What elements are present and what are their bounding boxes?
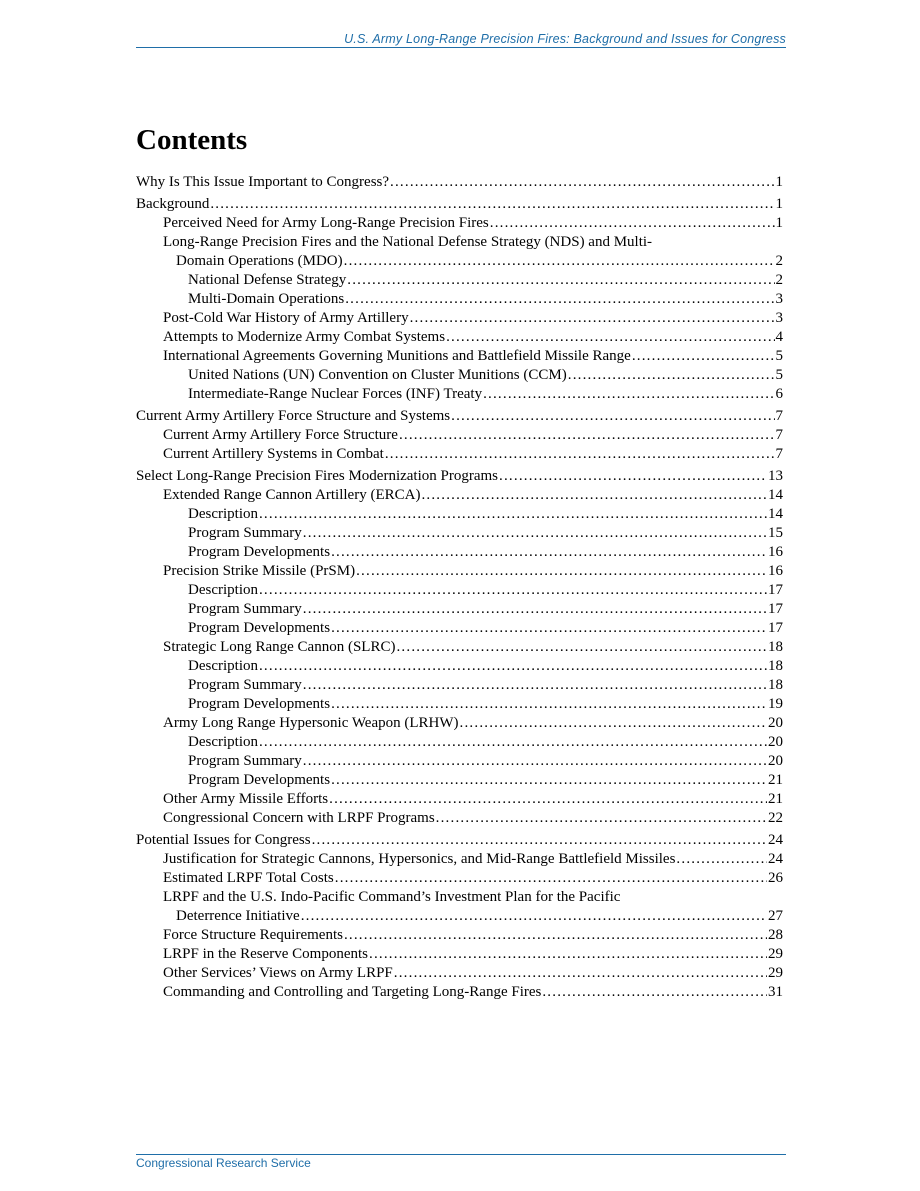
toc-entry[interactable]	[136, 328, 783, 347]
toc-entry[interactable]	[136, 543, 783, 562]
dot-leader	[312, 831, 767, 850]
dot-leader	[331, 619, 767, 638]
running-header-title: U.S. Army Long-Range Precision Fires: Background and Issues for Congress	[344, 32, 786, 46]
toc-page-number: 20	[768, 715, 783, 731]
toc-entry-title: Potential Issues for Congress	[136, 832, 311, 848]
toc-entry[interactable]	[136, 945, 783, 964]
toc-page-number: 20	[768, 753, 783, 769]
toc-entry[interactable]	[136, 524, 783, 543]
toc-page-number: 18	[768, 639, 783, 655]
toc-entry[interactable]	[136, 385, 783, 404]
dot-leader	[369, 945, 767, 964]
toc-entry[interactable]	[136, 771, 783, 790]
toc-entry[interactable]	[136, 366, 783, 385]
toc-entry[interactable]	[136, 752, 783, 771]
toc-entry[interactable]	[136, 831, 783, 850]
toc-entry-title: Description	[188, 734, 258, 750]
toc-page-number: 22	[768, 810, 783, 826]
toc-page-number: 31	[768, 984, 783, 1000]
toc-entry-title: LRPF and the U.S. Indo-Pacific Command’s Investment Plan for the Pacific	[163, 889, 621, 905]
dot-leader	[344, 926, 767, 945]
toc-page-number: 29	[768, 946, 783, 962]
toc-entry[interactable]	[136, 926, 783, 945]
table-of-contents	[136, 173, 783, 1002]
toc-entry[interactable]	[136, 426, 783, 445]
dot-leader	[303, 600, 767, 619]
toc-entry-title: Perceived Need for Army Long-Range Precision Fires	[163, 215, 489, 231]
toc-entry[interactable]	[136, 486, 783, 505]
dot-leader	[259, 581, 767, 600]
toc-entry[interactable]	[136, 888, 783, 926]
toc-entry[interactable]	[136, 407, 783, 426]
toc-entry[interactable]	[136, 695, 783, 714]
toc-entry-title: Army Long Range Hypersonic Weapon (LRHW)	[163, 715, 459, 731]
toc-entry-title: Program Developments	[188, 772, 331, 788]
toc-entry-title: Program Summary	[188, 753, 302, 769]
dot-leader	[259, 733, 767, 752]
toc-entry[interactable]	[136, 733, 783, 752]
toc-entry[interactable]	[136, 505, 783, 524]
toc-page-number: 19	[768, 696, 783, 712]
toc-entry-title: Multi-Domain Operations	[188, 291, 345, 307]
toc-entry[interactable]	[136, 214, 783, 233]
toc-page-number: 29	[768, 965, 783, 981]
dot-leader	[331, 771, 767, 790]
toc-entry-title: Select Long-Range Precision Fires Modernization Programs	[136, 468, 499, 484]
toc-entry-title: Program Summary	[188, 525, 302, 541]
dot-leader	[399, 426, 775, 445]
dot-leader	[335, 869, 767, 888]
toc-entry[interactable]	[136, 290, 783, 309]
toc-entry[interactable]	[136, 809, 783, 828]
dot-leader	[394, 964, 767, 983]
toc-page-number: 18	[768, 677, 783, 693]
toc-entry[interactable]	[136, 676, 783, 695]
dot-leader	[259, 657, 767, 676]
toc-entry[interactable]	[136, 562, 783, 581]
toc-page-number: 2	[775, 272, 783, 288]
toc-entry[interactable]	[136, 309, 783, 328]
toc-entry-title: Other Services’ Views on Army LRPF	[163, 965, 393, 981]
toc-entry-title: Description	[188, 506, 258, 522]
toc-entry[interactable]	[136, 347, 783, 366]
dot-leader	[390, 173, 774, 192]
dot-leader	[331, 543, 767, 562]
toc-page-number: 21	[768, 772, 783, 788]
dot-leader	[303, 676, 767, 695]
toc-page-number: 20	[768, 734, 783, 750]
toc-page-number: 1	[775, 215, 783, 231]
footer-source: Congressional Research Service	[136, 1156, 311, 1170]
toc-entry[interactable]	[136, 600, 783, 619]
toc-entry[interactable]	[136, 467, 783, 486]
toc-entry[interactable]	[136, 271, 783, 290]
dot-leader	[301, 907, 767, 926]
toc-entry[interactable]	[136, 445, 783, 464]
toc-entry[interactable]	[136, 983, 783, 1002]
toc-page-number: 3	[775, 310, 783, 326]
toc-page-number: 21	[768, 791, 783, 807]
dot-leader	[331, 695, 767, 714]
dot-leader	[460, 714, 767, 733]
dot-leader	[436, 809, 767, 828]
dot-leader	[490, 214, 775, 233]
toc-page-number: 16	[768, 563, 783, 579]
dot-leader	[345, 290, 774, 309]
toc-entry-title: Program Summary	[188, 601, 302, 617]
toc-entry-title: Program Developments	[188, 544, 331, 560]
toc-entry-title: Estimated LRPF Total Costs	[163, 870, 334, 886]
toc-page-number: 7	[775, 408, 783, 424]
dot-leader	[542, 983, 767, 1002]
dot-leader	[499, 467, 767, 486]
toc-page-number: 5	[775, 348, 783, 364]
toc-entry-title: Description	[188, 582, 258, 598]
dot-leader	[632, 347, 775, 366]
dot-leader	[303, 524, 767, 543]
toc-page-number: 1	[775, 174, 783, 190]
toc-page-number: 24	[768, 851, 783, 867]
toc-entry[interactable]	[136, 964, 783, 983]
toc-entry-title: Current Army Artillery Force Structure and Systems	[136, 408, 451, 424]
dot-leader	[483, 385, 774, 404]
toc-entry[interactable]	[136, 619, 783, 638]
toc-entry-title: Congressional Concern with LRPF Programs	[163, 810, 435, 826]
toc-page-number: 13	[768, 468, 783, 484]
toc-page-number: 17	[768, 601, 783, 617]
toc-entry[interactable]	[136, 195, 783, 214]
toc-entry-title: Extended Range Cannon Artillery (ERCA)	[163, 487, 421, 503]
toc-entry-title: International Agreements Governing Munitions and Battlefield Missile Range	[163, 348, 631, 364]
toc-page-number: 16	[768, 544, 783, 560]
toc-page-number: 4	[775, 329, 783, 345]
toc-entry[interactable]	[136, 173, 783, 192]
toc-entry[interactable]	[136, 869, 783, 888]
page-title: Contents	[136, 124, 248, 156]
toc-entry-title: Post-Cold War History of Army Artillery	[163, 310, 409, 326]
toc-entry[interactable]	[136, 714, 783, 733]
toc-page-number: 7	[775, 427, 783, 443]
dot-leader	[410, 309, 775, 328]
toc-page-number: 24	[768, 832, 783, 848]
toc-entry-title: Program Developments	[188, 620, 331, 636]
toc-page-number: 15	[768, 525, 783, 541]
toc-entry[interactable]	[136, 581, 783, 600]
dot-leader	[210, 195, 774, 214]
toc-entry-title: Description	[188, 658, 258, 674]
toc-entry-title: Intermediate-Range Nuclear Forces (INF) Treaty	[188, 386, 483, 402]
toc-page-number: 1	[775, 196, 783, 212]
toc-entry-title: Force Structure Requirements	[163, 927, 343, 943]
toc-page-number: 6	[775, 386, 783, 402]
toc-page-number: 2	[775, 253, 783, 269]
toc-page-number: 7	[775, 446, 783, 462]
dot-leader	[329, 790, 767, 809]
toc-entry-title: National Defense Strategy	[188, 272, 347, 288]
toc-entry-title: Other Army Missile Efforts	[163, 791, 329, 807]
toc-entry-title: Justification for Strategic Cannons, Hypersonics, and Mid-Range Battlefield Missiles	[163, 851, 676, 867]
toc-entry[interactable]	[136, 233, 783, 271]
dot-leader	[385, 445, 775, 464]
toc-entry-title: Current Artillery Systems in Combat	[163, 446, 384, 462]
dot-leader	[568, 366, 775, 385]
toc-entry-title: Program Summary	[188, 677, 302, 693]
toc-page-number: 3	[775, 291, 783, 307]
toc-entry[interactable]	[136, 657, 783, 676]
dot-leader	[259, 505, 767, 524]
toc-page-number: 27	[768, 908, 783, 924]
toc-page-number: 17	[768, 582, 783, 598]
toc-entry-title: Commanding and Controlling and Targeting Long-Range Fires	[163, 984, 542, 1000]
dot-leader	[421, 486, 767, 505]
toc-entry[interactable]	[136, 638, 783, 657]
toc-page-number: 28	[768, 927, 783, 943]
toc-page-number: 26	[768, 870, 783, 886]
dot-leader	[446, 328, 774, 347]
toc-entry-title: United Nations (UN) Convention on Cluster Munitions (CCM)	[188, 367, 567, 383]
header-rule	[136, 47, 786, 48]
toc-entry-title: Background	[136, 196, 210, 212]
toc-page-number: 14	[768, 506, 783, 522]
dot-leader	[344, 252, 775, 271]
toc-entry[interactable]	[136, 790, 783, 809]
toc-entry-title: Precision Strike Missile (PrSM)	[163, 563, 356, 579]
toc-entry-title: Strategic Long Range Cannon (SLRC)	[163, 639, 396, 655]
footer-rule	[136, 1154, 786, 1155]
toc-entry[interactable]	[136, 850, 783, 869]
toc-page-number: 18	[768, 658, 783, 674]
dot-leader	[451, 407, 774, 426]
toc-entry-title: Domain Operations (MDO)	[176, 253, 343, 269]
toc-page-number: 5	[775, 367, 783, 383]
toc-entry-title: Deterrence Initiative	[176, 908, 300, 924]
toc-page-number: 17	[768, 620, 783, 636]
dot-leader	[396, 638, 767, 657]
dot-leader	[676, 850, 767, 869]
dot-leader	[356, 562, 767, 581]
toc-page-number: 14	[768, 487, 783, 503]
toc-entry-title: LRPF in the Reserve Components	[163, 946, 368, 962]
toc-entry-title: Long-Range Precision Fires and the National Defense Strategy (NDS) and Multi-	[163, 234, 653, 250]
dot-leader	[347, 271, 774, 290]
toc-entry-title: Attempts to Modernize Army Combat Systems	[163, 329, 446, 345]
toc-entry-title: Program Developments	[188, 696, 331, 712]
toc-entry-title: Current Army Artillery Force Structure	[163, 427, 398, 443]
dot-leader	[303, 752, 767, 771]
toc-entry-title: Why Is This Issue Important to Congress?	[136, 174, 390, 190]
